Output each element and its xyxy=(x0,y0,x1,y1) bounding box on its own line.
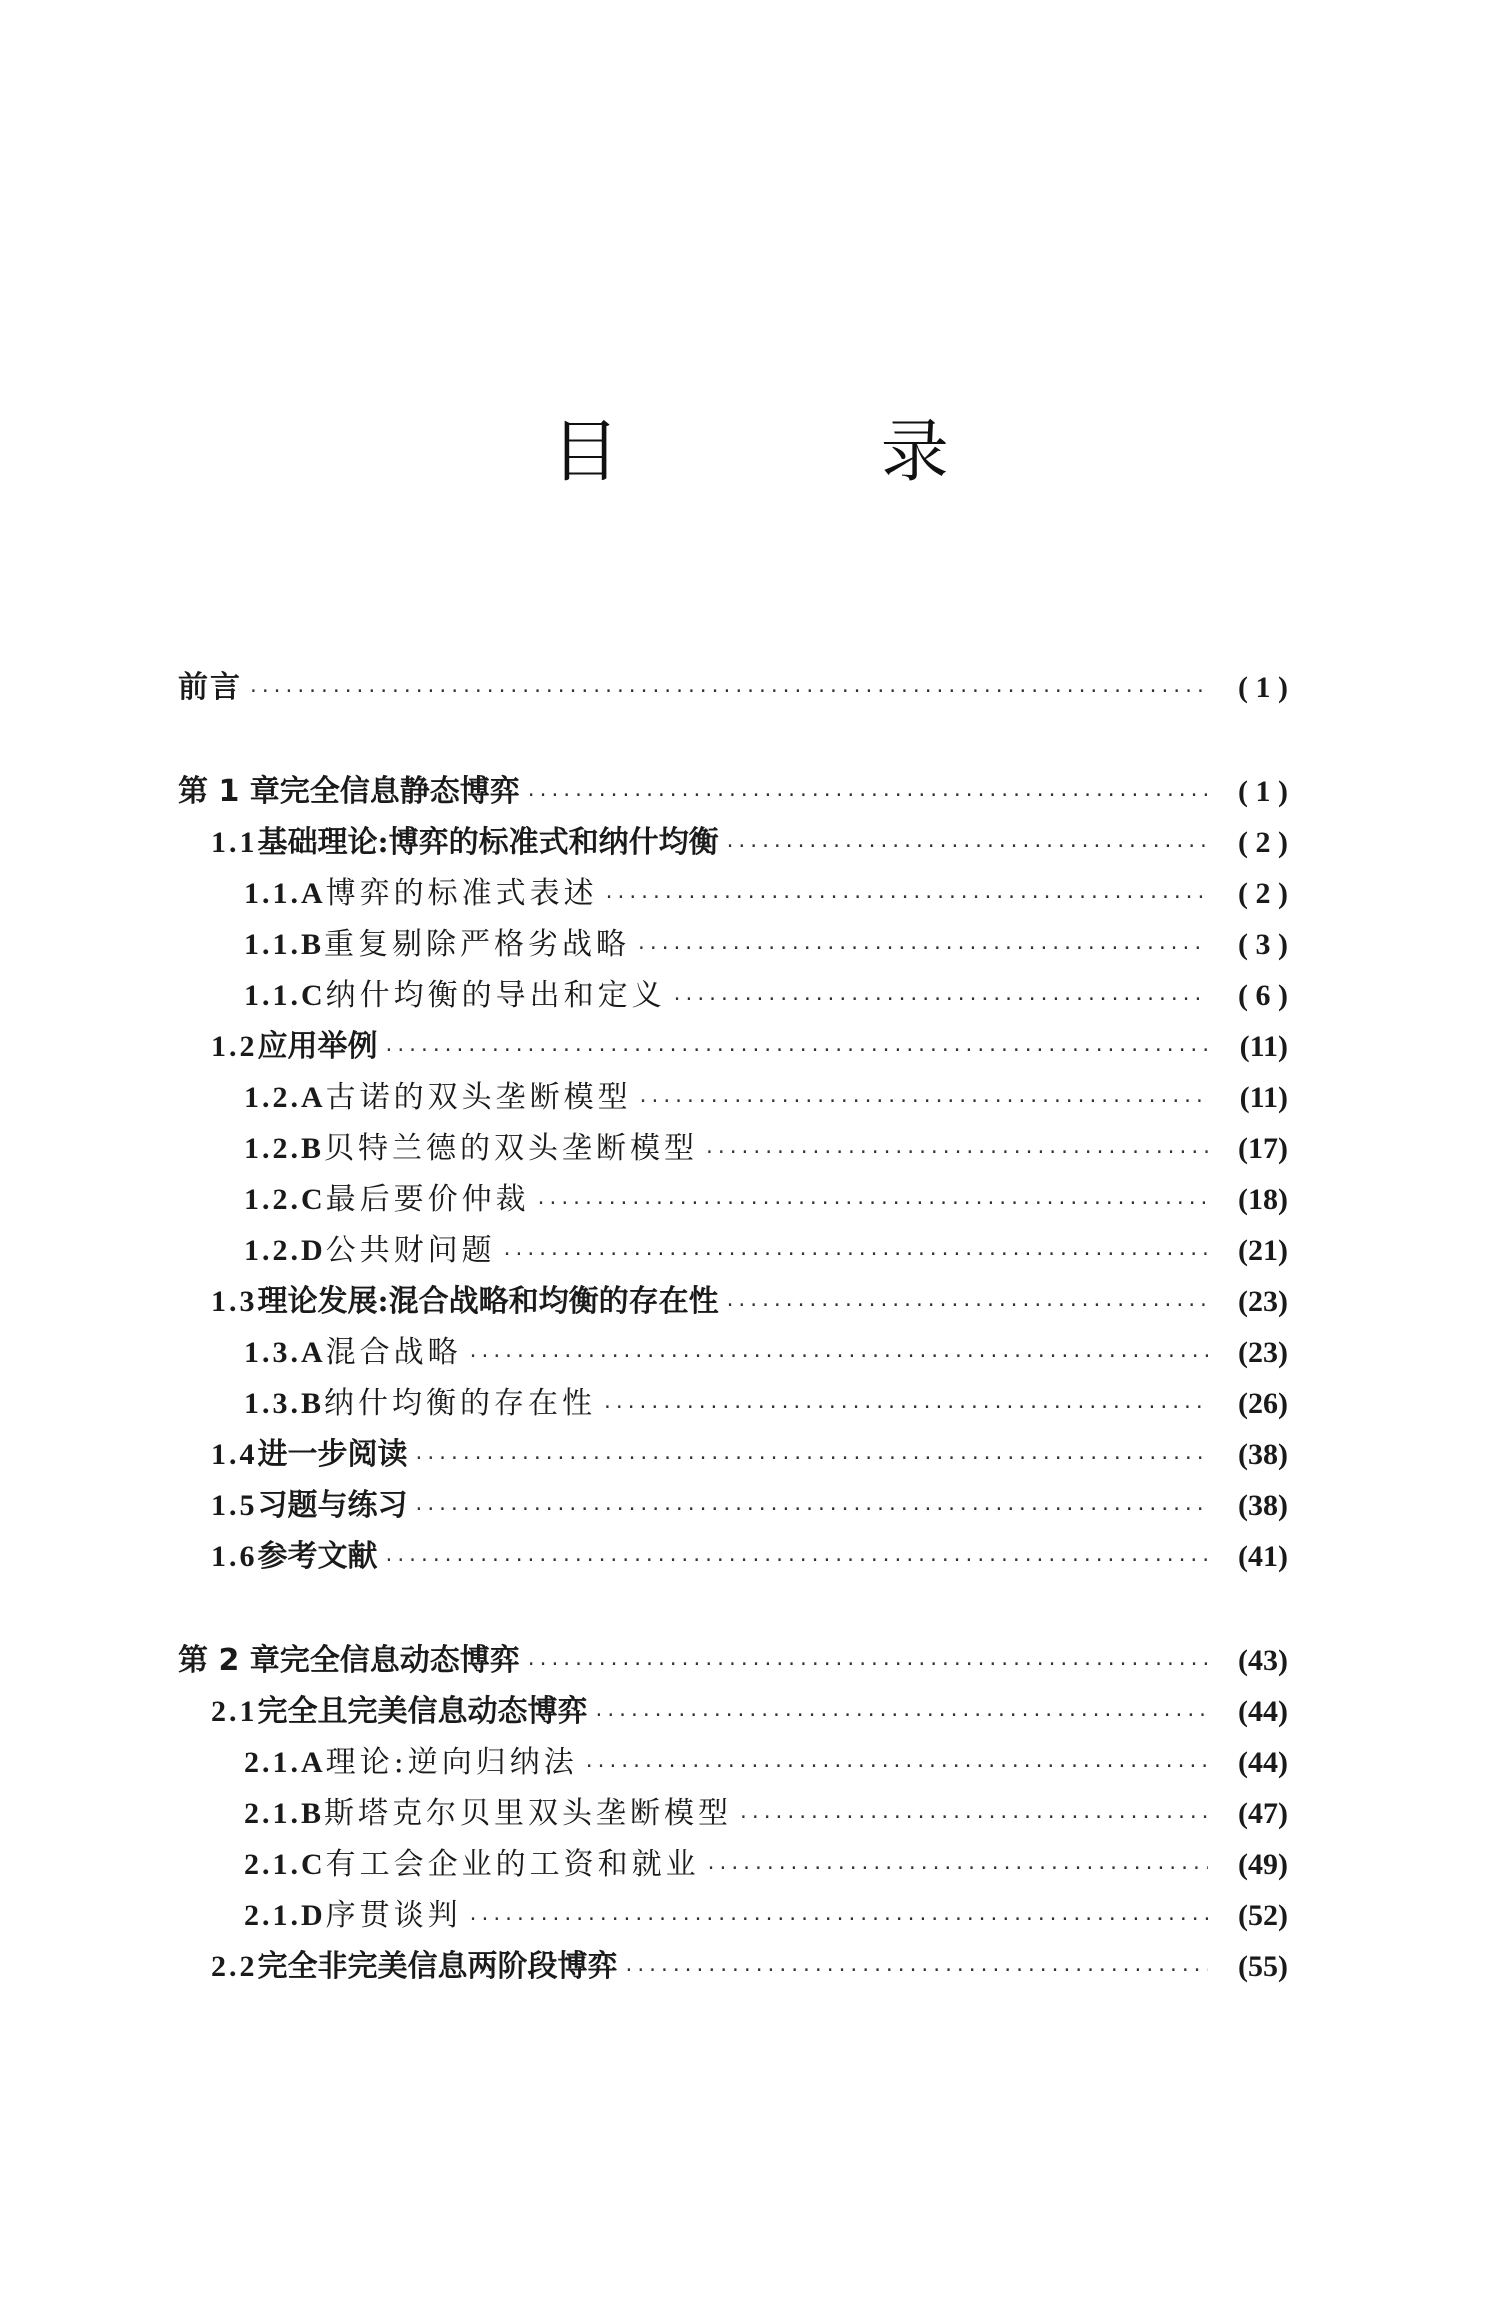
dot-leader xyxy=(468,1894,1208,1945)
toc-entry-page: ( 6 ) xyxy=(1238,979,1288,1012)
toc-entry-number: 1.2.A xyxy=(244,1081,326,1114)
dot-leader xyxy=(526,1639,1208,1690)
toc-entry-number: 2.2 xyxy=(211,1950,258,1983)
toc-entry-number: 2.1.C xyxy=(244,1848,326,1881)
toc-entry-sub[interactable] xyxy=(178,919,1288,970)
toc-entry-page: (11) xyxy=(1239,1081,1288,1114)
toc-entry-page: (44) xyxy=(1238,1695,1288,1728)
toc-entry-title: 斯塔克尔贝里双头垄断模型 xyxy=(324,1796,733,1831)
toc-entry-number: 2.1 xyxy=(211,1695,258,1728)
toc-entry-title: 完全信息动态博弈 xyxy=(279,1643,520,1678)
toc-entry-page: ( 2 ) xyxy=(1238,877,1288,910)
dot-leader xyxy=(414,1433,1209,1484)
dot-leader xyxy=(384,1025,1209,1076)
dot-leader xyxy=(414,1484,1209,1535)
toc-entry-number: 1.2.D xyxy=(244,1234,326,1267)
toc-entry-title: 博弈的标准式表述 xyxy=(325,876,598,911)
dot-leader xyxy=(594,1690,1209,1741)
toc-entry-title: 贝特兰德的双头垄断模型 xyxy=(324,1131,699,1166)
dot-leader xyxy=(738,1792,1208,1843)
dot-leader xyxy=(536,1178,1208,1229)
dot-leader xyxy=(706,1843,1208,1894)
toc-entry-number: 第 2 章 xyxy=(178,1643,280,1678)
toc-entry-section[interactable] xyxy=(178,1429,1288,1480)
table-of-contents xyxy=(178,662,1288,1992)
toc-entry-title: 序贯谈判 xyxy=(325,1898,462,1933)
toc-entry-title: 基础理论:博弈的标准式和纳什均衡 xyxy=(257,825,719,860)
toc-entry-page: (11) xyxy=(1239,1030,1288,1063)
dot-leader xyxy=(384,1535,1209,1586)
toc-entry-title: 完全且完美信息动态博弈 xyxy=(257,1694,588,1729)
toc-entry-section[interactable] xyxy=(178,1941,1288,1992)
toc-entry-page: ( 1 ) xyxy=(1238,775,1288,808)
toc-entry-preface[interactable] xyxy=(178,662,1288,713)
toc-entry-sub[interactable] xyxy=(178,1737,1288,1788)
toc-entry-title: 理论:逆向归纳法 xyxy=(325,1745,578,1780)
toc-entry-page: (23) xyxy=(1238,1336,1288,1369)
toc-entry-page: (52) xyxy=(1238,1899,1288,1932)
toc-entry-page: (17) xyxy=(1238,1132,1288,1165)
dot-leader xyxy=(704,1127,1208,1178)
toc-entry-title: 理论发展:混合战略和均衡的存在性 xyxy=(257,1284,719,1319)
toc-entry-number: 1.1.C xyxy=(244,979,326,1012)
toc-entry-title: 有工会企业的工资和就业 xyxy=(325,1847,700,1882)
toc-entry-sub[interactable] xyxy=(178,1072,1288,1123)
toc-entry-title: 前言 xyxy=(178,670,242,705)
toc-entry-sub[interactable] xyxy=(178,1378,1288,1429)
toc-entry-page: (18) xyxy=(1238,1183,1288,1216)
toc-entry-number: 1.2 xyxy=(211,1030,258,1063)
toc-entry-title: 古诺的双头垄断模型 xyxy=(325,1080,632,1115)
toc-entry-title: 习题与练习 xyxy=(257,1488,408,1523)
dot-leader xyxy=(248,666,1208,717)
toc-entry-sub[interactable] xyxy=(178,1225,1288,1276)
dot-leader xyxy=(502,1229,1208,1280)
toc-entry-title: 混合战略 xyxy=(325,1335,462,1370)
toc-entry-number: 1.6 xyxy=(211,1540,258,1573)
toc-entry-section[interactable] xyxy=(178,1686,1288,1737)
toc-entry-sub[interactable] xyxy=(178,1174,1288,1225)
dot-leader xyxy=(624,1945,1209,1996)
dot-leader xyxy=(526,770,1208,821)
toc-entry-sub[interactable] xyxy=(178,1327,1288,1378)
toc-entry-page: (43) xyxy=(1238,1644,1288,1677)
toc-entry-page: (55) xyxy=(1238,1950,1288,1983)
page-title: 目 录 xyxy=(551,413,1069,492)
toc-entry-page: (49) xyxy=(1238,1848,1288,1881)
toc-entry-number: 1.1.A xyxy=(244,877,326,910)
toc-entry-number: 第 1 章 xyxy=(178,774,280,809)
toc-entry-number: 1.3.B xyxy=(244,1387,325,1420)
toc-entry-number: 1.1.B xyxy=(244,928,325,961)
toc-entry-number: 1.4 xyxy=(211,1438,258,1471)
toc-entry-title: 应用举例 xyxy=(257,1029,378,1064)
toc-entry-sub[interactable] xyxy=(178,1839,1288,1890)
toc-entry-number: 1.3 xyxy=(211,1285,258,1318)
dot-leader xyxy=(584,1741,1208,1792)
toc-entry-sub[interactable] xyxy=(178,1890,1288,1941)
toc-entry-number: 1.2.B xyxy=(244,1132,325,1165)
dot-leader xyxy=(638,1076,1208,1127)
toc-entry-page: ( 2 ) xyxy=(1238,826,1288,859)
dot-leader xyxy=(468,1331,1208,1382)
toc-entry-chapter[interactable] xyxy=(178,1635,1288,1686)
dot-leader xyxy=(636,923,1208,974)
toc-entry-number: 1.1 xyxy=(211,826,258,859)
toc-entry-sub[interactable] xyxy=(178,1123,1288,1174)
toc-entry-section[interactable] xyxy=(178,817,1288,868)
toc-entry-page: ( 3 ) xyxy=(1238,928,1288,961)
toc-entry-page: (38) xyxy=(1238,1489,1288,1522)
toc-entry-number: 1.2.C xyxy=(244,1183,326,1216)
dot-leader xyxy=(604,872,1208,923)
toc-entry-title: 完全信息静态博弈 xyxy=(279,774,520,809)
toc-entry-page: (21) xyxy=(1238,1234,1288,1267)
toc-entry-page: (23) xyxy=(1238,1285,1288,1318)
toc-entry-section[interactable] xyxy=(178,1480,1288,1531)
dot-leader xyxy=(725,821,1208,872)
toc-entry-sub[interactable] xyxy=(178,868,1288,919)
dot-leader xyxy=(672,974,1208,1025)
toc-entry-number: 2.1.A xyxy=(244,1746,326,1779)
toc-entry-page: (47) xyxy=(1238,1797,1288,1830)
toc-entry-number: 2.1.D xyxy=(244,1899,326,1932)
toc-entry-title: 公共财问题 xyxy=(325,1233,496,1268)
toc-entry-title: 纳什均衡的导出和定义 xyxy=(325,978,666,1013)
toc-entry-title: 完全非完美信息两阶段博弈 xyxy=(257,1949,618,1984)
toc-entry-sub[interactable] xyxy=(178,970,1288,1021)
toc-entry-number: 1.3.A xyxy=(244,1336,326,1369)
toc-entry-section[interactable] xyxy=(178,1276,1288,1327)
toc-entry-title: 参考文献 xyxy=(257,1539,378,1574)
toc-entry-page: (44) xyxy=(1238,1746,1288,1779)
toc-entry-page: (41) xyxy=(1238,1540,1288,1573)
toc-entry-title: 纳什均衡的存在性 xyxy=(324,1386,597,1421)
toc-entry-title: 最后要价仲裁 xyxy=(325,1182,530,1217)
toc-entry-chapter[interactable] xyxy=(178,766,1288,817)
toc-entry-section[interactable] xyxy=(178,1531,1288,1582)
toc-entry-number: 1.5 xyxy=(211,1489,258,1522)
toc-entry-page: (26) xyxy=(1238,1387,1288,1420)
toc-entry-title: 进一步阅读 xyxy=(257,1437,408,1472)
dot-leader xyxy=(725,1280,1208,1331)
toc-entry-title: 重复剔除严格劣战略 xyxy=(324,927,631,962)
toc-entry-page: ( 1 ) xyxy=(1238,671,1288,704)
toc-entry-number: 2.1.B xyxy=(244,1797,325,1830)
toc-entry-page: (38) xyxy=(1238,1438,1288,1471)
toc-entry-sub[interactable] xyxy=(178,1788,1288,1839)
dot-leader xyxy=(602,1382,1208,1433)
toc-entry-section[interactable] xyxy=(178,1021,1288,1072)
